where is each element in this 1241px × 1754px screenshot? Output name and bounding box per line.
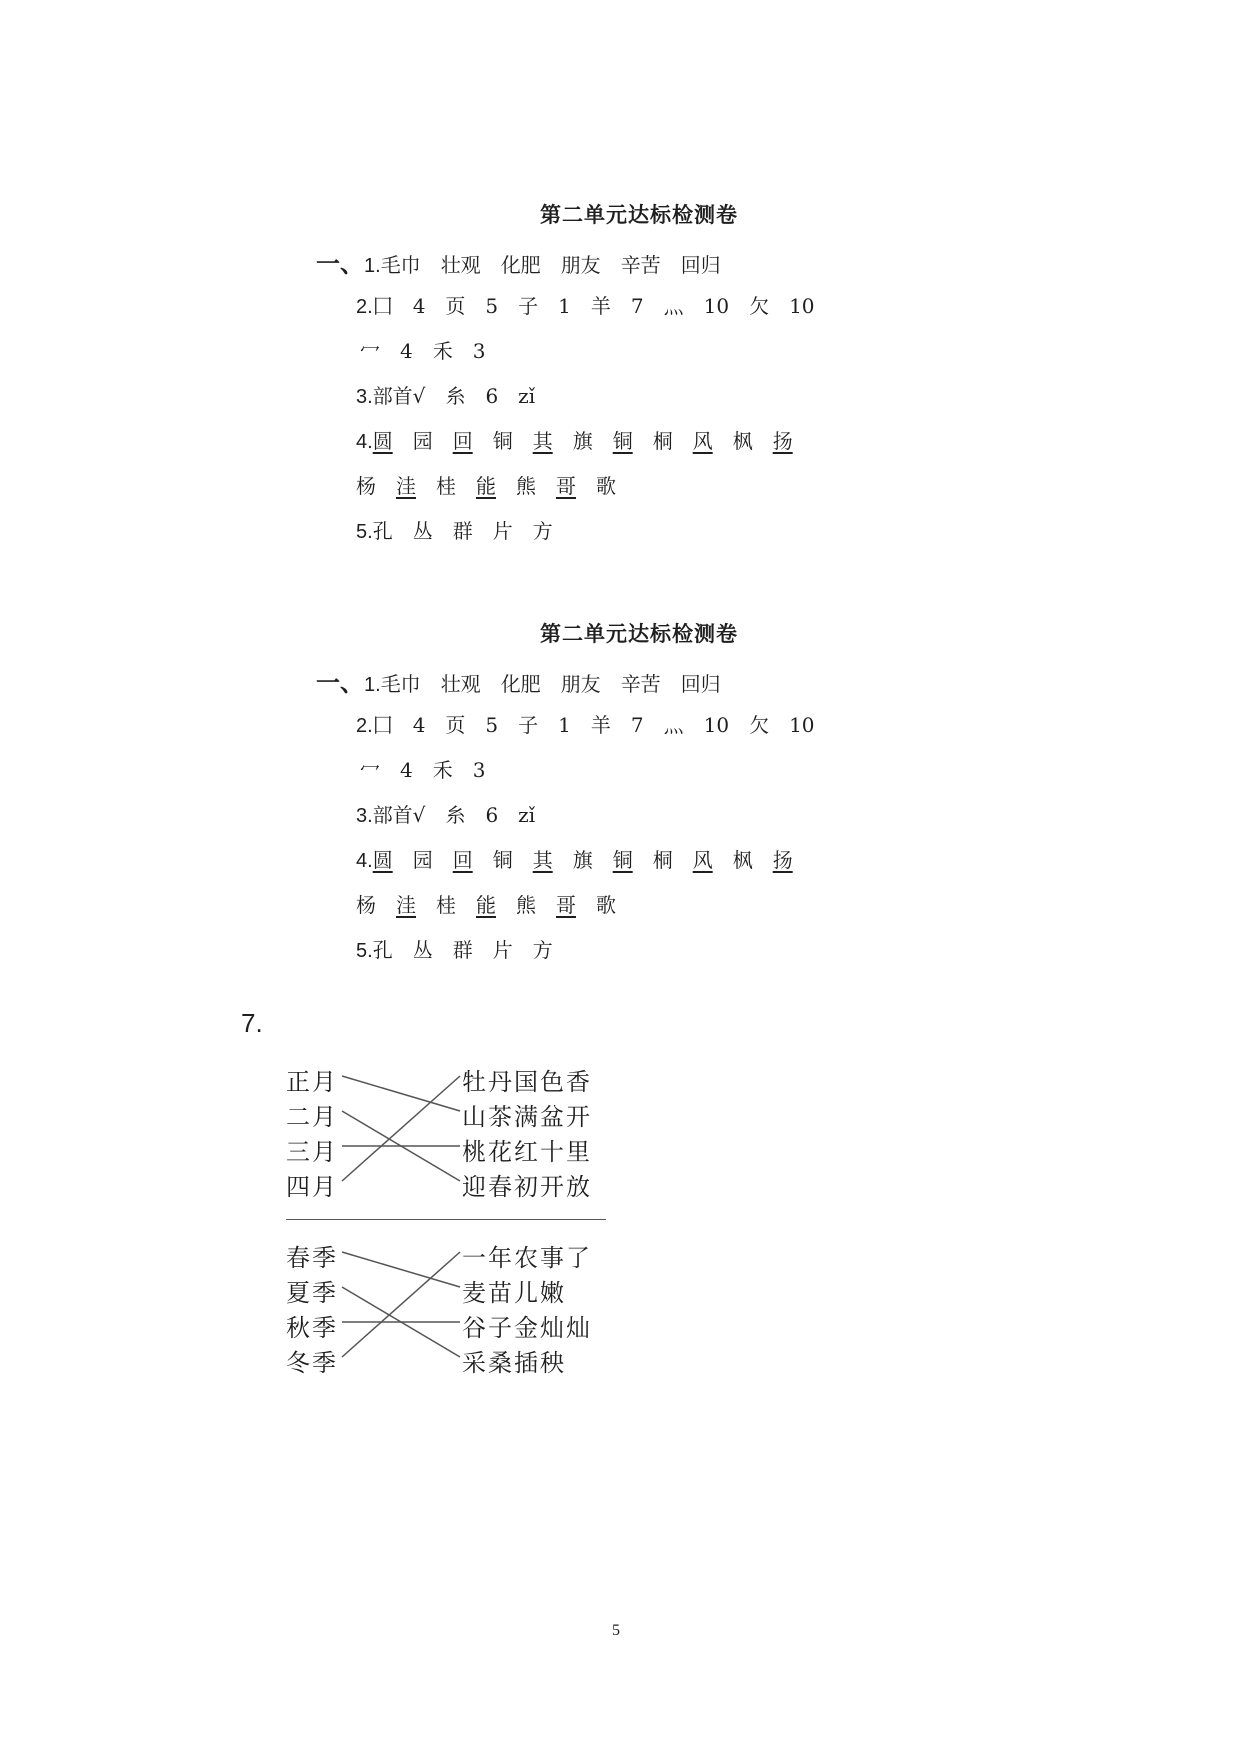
- answer-char: 洼: [396, 893, 416, 917]
- match-right-label: 牡丹国色香: [462, 1068, 592, 1096]
- match-right-label: 采桑插秧: [462, 1349, 566, 1377]
- answer-token: 羊: [590, 294, 611, 318]
- match-right-label: 山茶满盆开: [462, 1103, 592, 1131]
- answer-token: 部首√: [372, 803, 426, 827]
- answer-token: 囗: [372, 713, 393, 737]
- answer-token: 欠: [749, 713, 770, 737]
- match-left-label: 四月: [286, 1173, 338, 1201]
- question-number: 2.: [356, 296, 373, 318]
- answer-char: 哥: [556, 893, 576, 917]
- answer-token: 糸: [445, 384, 466, 408]
- answer-token: 子: [518, 294, 539, 318]
- answer-char: 铜: [492, 429, 513, 453]
- match-right-label: 谷子金灿灿: [462, 1314, 592, 1342]
- answer-char: 孔: [372, 519, 393, 543]
- answer-token: 7: [630, 294, 644, 318]
- answer-word: 壮观: [440, 253, 481, 277]
- match-left-label: 二月: [286, 1103, 338, 1131]
- answer-token: 10: [703, 294, 730, 318]
- match-right-label: 麦苗儿嫩: [462, 1279, 566, 1307]
- match-left-label: 冬季: [286, 1349, 338, 1377]
- page-number: 5: [612, 1622, 620, 1639]
- answer-char: 桂: [436, 474, 456, 498]
- match-left-label: 正月: [286, 1068, 338, 1096]
- match-line: [342, 1076, 460, 1111]
- answer-char: 杨: [356, 893, 376, 917]
- answer-word: 辛苦: [620, 672, 661, 696]
- match-right-label: 迎春初开放: [462, 1173, 592, 1201]
- answer-token: 10: [789, 294, 815, 318]
- answer-char: 桐: [652, 848, 673, 872]
- answer-token: 禾: [432, 339, 453, 363]
- answer-char: 圆: [372, 429, 393, 453]
- answer-word: 回归: [680, 672, 721, 696]
- answer-char: 旗: [572, 429, 593, 453]
- answer-char: 铜: [612, 848, 633, 872]
- answer-token: 4: [400, 339, 413, 363]
- answer-token: 冖: [360, 758, 380, 782]
- question-number: 3.: [356, 386, 373, 408]
- answer-word: 毛巾: [380, 672, 421, 696]
- match-line: [342, 1076, 460, 1181]
- answer-char: 丛: [412, 938, 433, 962]
- answer-token: zǐ: [518, 803, 536, 827]
- answer-token: 子: [518, 713, 539, 737]
- answer-char: 回: [452, 848, 473, 872]
- answer-token: 7: [630, 713, 644, 737]
- question-number: 1.: [364, 674, 381, 696]
- match-left-label: 秋季: [286, 1314, 338, 1342]
- section-title: 第二单元达标检测卷: [540, 621, 738, 646]
- match-line: [342, 1252, 460, 1287]
- answer-char: 孔: [372, 938, 393, 962]
- answer-char: 园: [412, 848, 433, 872]
- answer-char: 扬: [772, 848, 793, 872]
- answer-token: 6: [485, 384, 499, 408]
- answer-token: 禾: [432, 758, 453, 782]
- answer-token: 羊: [590, 713, 611, 737]
- answer-word: 回归: [680, 253, 721, 277]
- answer-token: 部首√: [372, 384, 426, 408]
- answer-token: 页: [445, 294, 466, 318]
- answer-char: 群: [452, 938, 473, 962]
- answer-char: 铜: [612, 429, 633, 453]
- question-number: 2.: [356, 715, 373, 737]
- question-number: 4.: [356, 431, 373, 453]
- answer-word: 朋友: [560, 672, 601, 696]
- answer-char: 群: [452, 519, 473, 543]
- answer-char: 能: [476, 474, 496, 498]
- match-right-label: 桃花红十里: [462, 1138, 592, 1166]
- answer-token: 4: [400, 758, 413, 782]
- answer-token: 页: [445, 713, 466, 737]
- answer-char: 其: [532, 429, 553, 453]
- answer-char: 片: [492, 938, 513, 962]
- question-number: 5.: [356, 521, 373, 543]
- answer-char: 园: [412, 429, 433, 453]
- answer-token: 4: [412, 713, 426, 737]
- answer-char: 能: [476, 893, 496, 917]
- matching-divider: [286, 1219, 606, 1220]
- answer-char: 歌: [596, 474, 616, 498]
- answer-word: 朋友: [560, 253, 601, 277]
- answer-token: 6: [485, 803, 499, 827]
- answer-char: 歌: [596, 893, 616, 917]
- match-left-label: 夏季: [286, 1279, 338, 1307]
- answer-char: 枫: [732, 848, 753, 872]
- answer-char: 方: [532, 519, 553, 543]
- match-left-label: 三月: [286, 1138, 338, 1166]
- match-line: [342, 1252, 460, 1357]
- question-number: 5.: [356, 940, 373, 962]
- question-number: 3.: [356, 805, 373, 827]
- answer-token: 1: [558, 294, 571, 318]
- question-number: 1.: [364, 255, 381, 277]
- answer-word: 化肥: [500, 253, 541, 277]
- answer-char: 杨: [356, 474, 376, 498]
- answer-char: 熊: [516, 893, 536, 917]
- answer-token: 3: [472, 758, 486, 782]
- answer-char: 方: [532, 938, 553, 962]
- answer-token: 3: [472, 339, 486, 363]
- answer-char: 回: [452, 429, 473, 453]
- answer-char: 片: [492, 519, 513, 543]
- answer-char: 风: [692, 848, 713, 872]
- answer-char: 桐: [652, 429, 673, 453]
- section-title: 第二单元达标检测卷: [540, 202, 738, 227]
- answer-char: 熊: [516, 474, 536, 498]
- answer-char: 旗: [572, 848, 593, 872]
- answer-token: 10: [703, 713, 730, 737]
- answer-token: 糸: [445, 803, 466, 827]
- answer-token: 4: [412, 294, 426, 318]
- answer-char: 其: [532, 848, 553, 872]
- answer-token: 囗: [372, 294, 393, 318]
- answer-token: 灬: [663, 294, 684, 318]
- answer-token: 欠: [749, 294, 770, 318]
- answer-char: 枫: [732, 429, 753, 453]
- answer-word: 化肥: [500, 672, 541, 696]
- answer-token: 1: [558, 713, 571, 737]
- answer-word: 辛苦: [620, 253, 661, 277]
- answer-token: 5: [485, 713, 499, 737]
- answer-char: 扬: [772, 429, 793, 453]
- match-right-label: 一年农事了: [462, 1244, 592, 1272]
- answer-char: 丛: [412, 519, 433, 543]
- answer-word: 毛巾: [380, 253, 421, 277]
- answer-token: 冖: [360, 339, 380, 363]
- answer-char: 风: [692, 429, 713, 453]
- answer-token: 10: [789, 713, 815, 737]
- section-mark: 一、: [316, 251, 364, 278]
- answer-token: 5: [485, 294, 499, 318]
- answer-char: 铜: [492, 848, 513, 872]
- answer-char: 圆: [372, 848, 393, 872]
- question-7-label: 7.: [241, 1008, 263, 1038]
- section-mark: 一、: [316, 670, 364, 697]
- answer-char: 洼: [396, 474, 416, 498]
- answer-char: 哥: [556, 474, 576, 498]
- match-left-label: 春季: [286, 1244, 338, 1272]
- answer-token: zǐ: [518, 384, 536, 408]
- answer-char: 桂: [436, 893, 456, 917]
- answer-word: 壮观: [440, 672, 481, 696]
- question-number: 4.: [356, 850, 373, 872]
- answer-token: 灬: [663, 713, 684, 737]
